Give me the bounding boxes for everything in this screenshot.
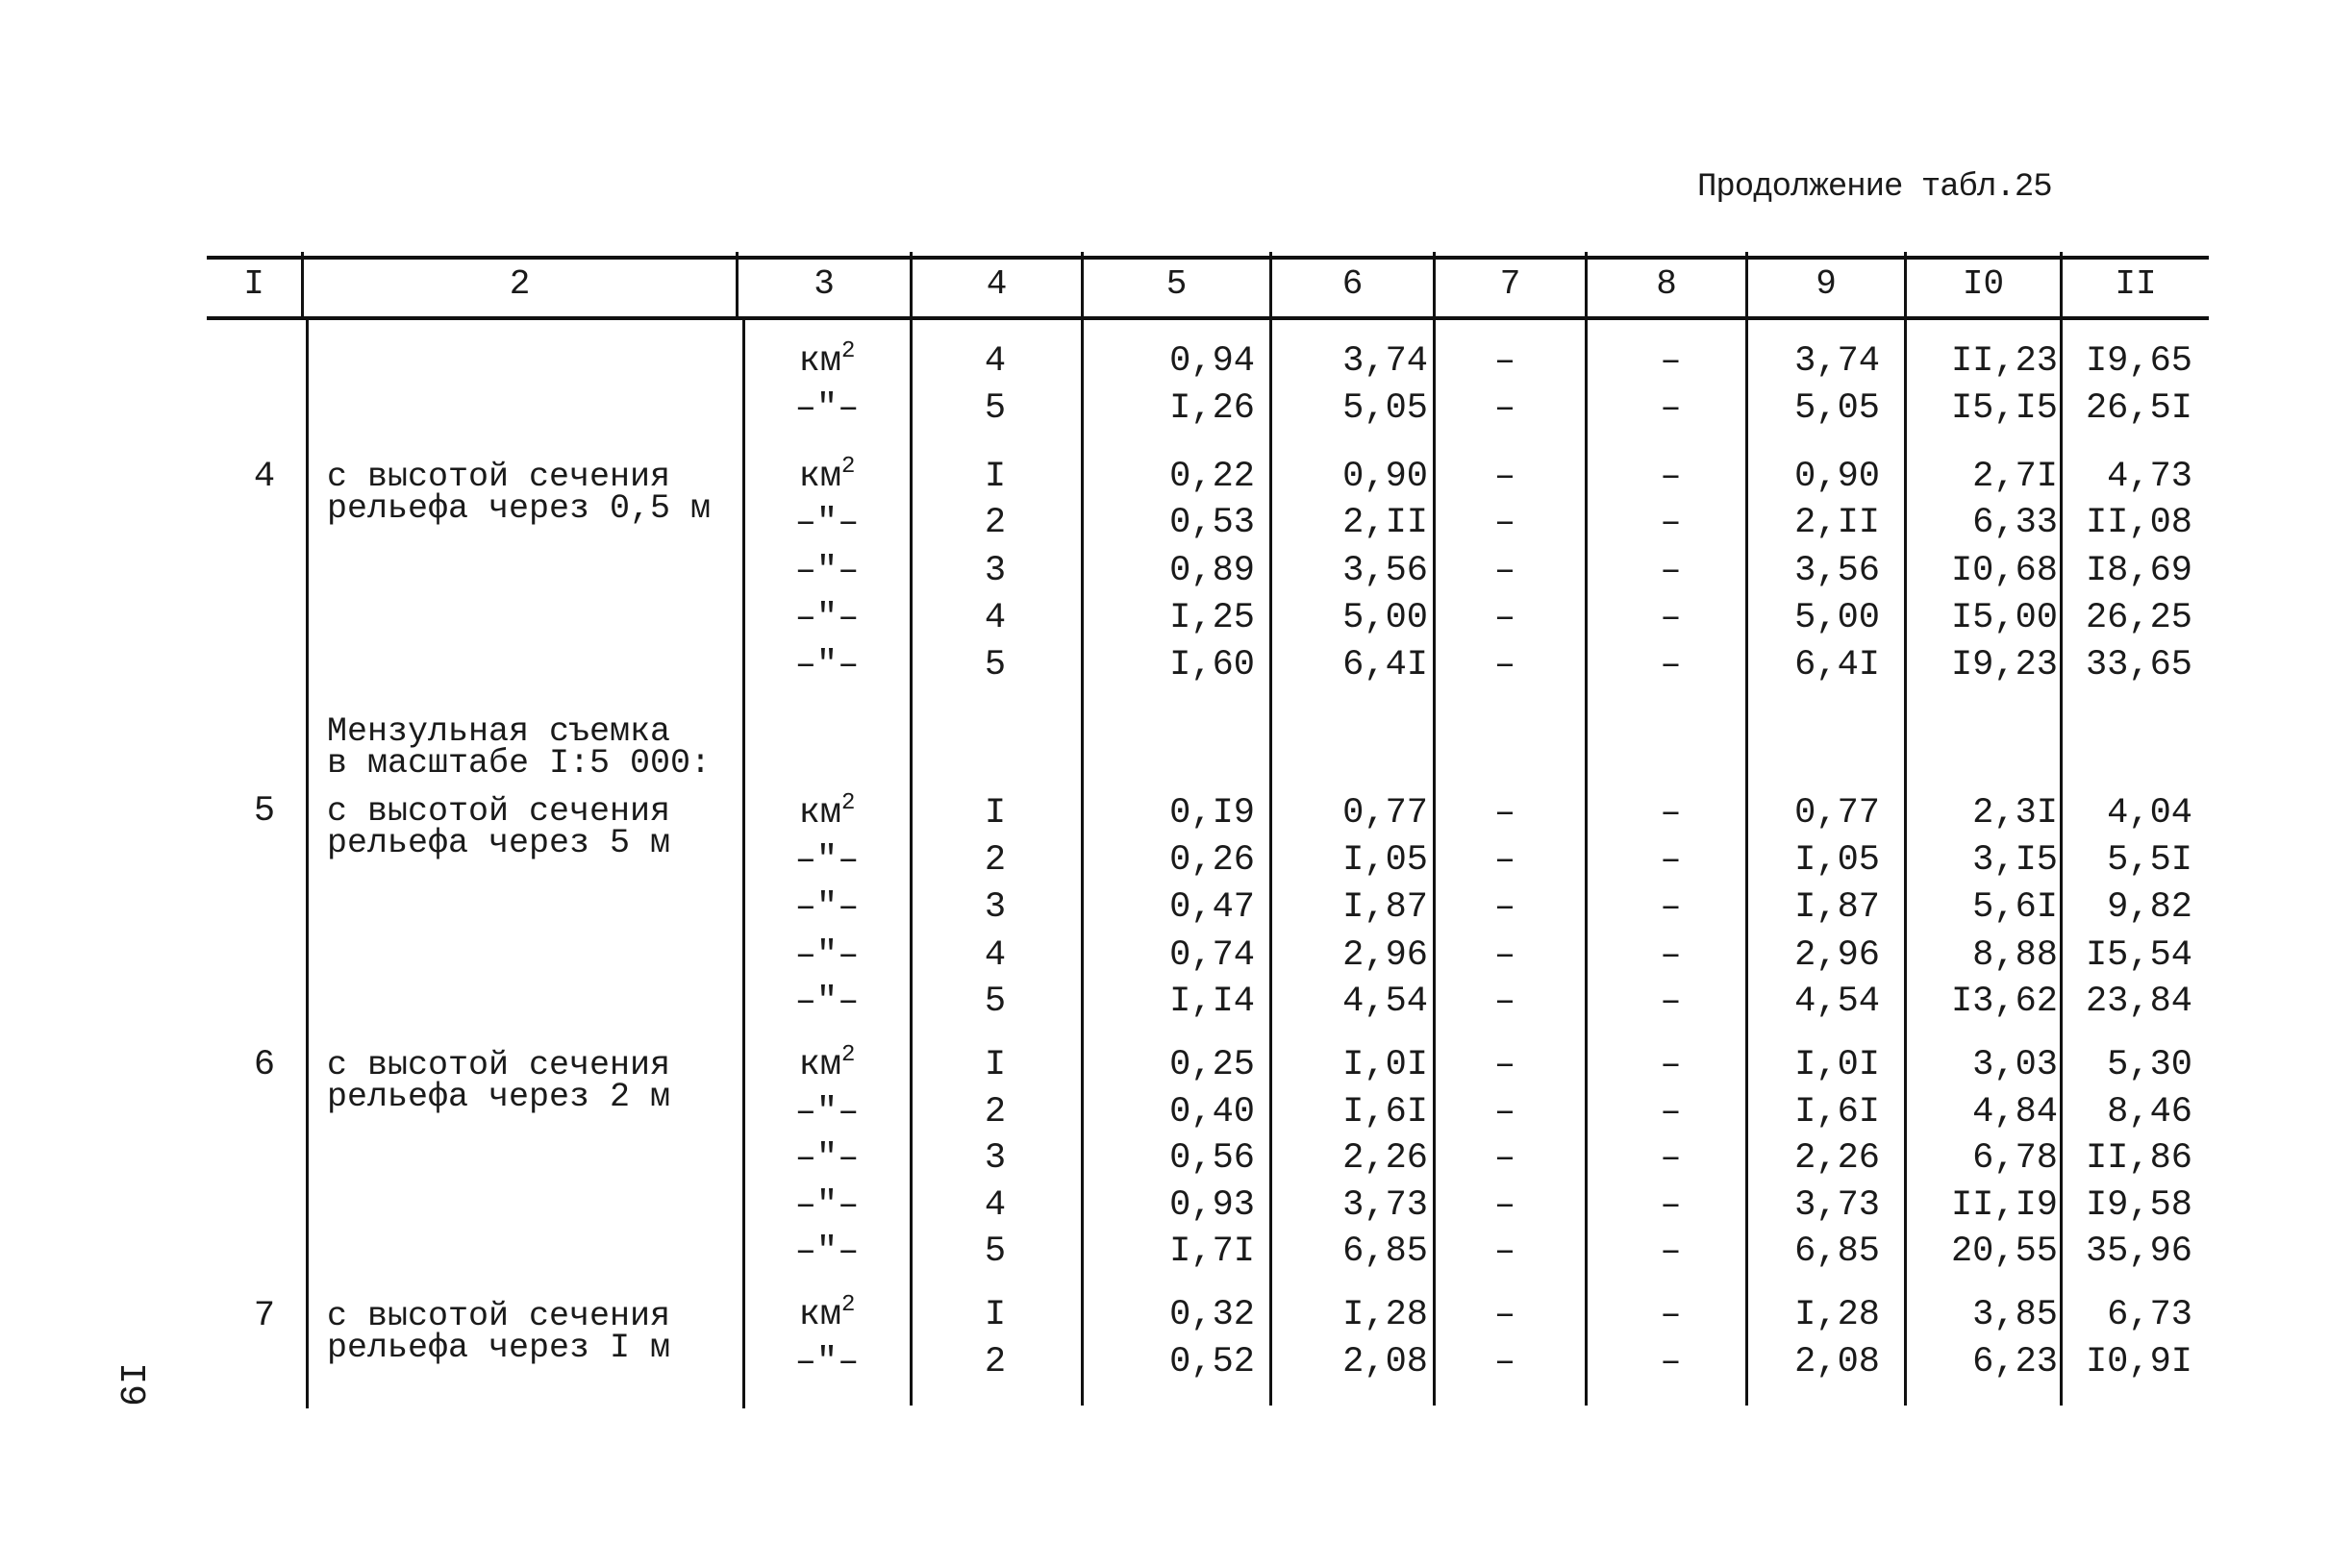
cell-c8: –	[1660, 1232, 1682, 1272]
cell-c9: 6,4I	[1794, 645, 1880, 685]
cell-c7: –	[1493, 503, 1516, 543]
cell-c7: –	[1493, 1232, 1516, 1272]
cell-c10: I9,23	[1950, 645, 2058, 685]
cell-c9: 0,90	[1794, 457, 1880, 497]
cell-c5: I,26	[1169, 388, 1255, 429]
table-row	[0, 642, 2329, 689]
cell-c7: –	[1493, 840, 1516, 881]
cell-c10: 3,I5	[1972, 840, 2058, 881]
cell-c9: 3,73	[1794, 1185, 1880, 1226]
header-col-6: 6	[1341, 264, 1364, 304]
cell-c8: –	[1660, 793, 1682, 834]
cell-c9: I,87	[1794, 887, 1880, 928]
cell-c5: I,I4	[1169, 982, 1255, 1022]
cell-c4: 2	[984, 840, 1007, 881]
cell-c11: 26,25	[2085, 598, 2192, 638]
cell-c4: 5	[984, 645, 1007, 685]
cell-c3: –"–	[794, 1342, 860, 1382]
table-row	[0, 338, 2329, 386]
unit-km2	[760, 338, 894, 386]
cell-c11: II,08	[2085, 503, 2192, 543]
cell-c6: I,0I	[1342, 1045, 1428, 1085]
table-row	[0, 884, 2329, 932]
cell-c10: II,23	[1950, 341, 2058, 382]
unit-km2	[760, 1042, 894, 1089]
description-line: рельефа через I м	[327, 1329, 671, 1367]
cell-c4: 4	[984, 598, 1007, 638]
cell-c4: I	[984, 1295, 1007, 1335]
cell-c5: 0,I9	[1169, 793, 1255, 834]
cell-c6: 4,54	[1342, 982, 1428, 1022]
table-row	[0, 548, 2329, 595]
cell-c6: I,28	[1342, 1295, 1428, 1335]
cell-c7: –	[1493, 1342, 1516, 1382]
cell-c5: 0,26	[1169, 840, 1255, 881]
cell-c9: I,0I	[1794, 1045, 1880, 1085]
cell-c7: –	[1493, 1185, 1516, 1226]
cell-c8: –	[1660, 1342, 1682, 1382]
unit-exponent: 2	[841, 454, 856, 480]
cell-c7: –	[1493, 935, 1516, 976]
description-line: рельефа через 5 м	[327, 824, 671, 862]
description-line: рельефа через 0,5 м	[327, 489, 712, 528]
cell-c9: 2,26	[1794, 1138, 1880, 1179]
cell-c8: –	[1660, 982, 1682, 1022]
cell-c7: –	[1493, 457, 1516, 497]
cell-c4: 3	[984, 551, 1007, 591]
cell-c11: I9,65	[2085, 341, 2192, 382]
cell-c11: 5,5I	[2107, 840, 2192, 881]
cell-c3: –"–	[794, 503, 860, 543]
cell-c11: 6,73	[2107, 1295, 2192, 1335]
cell-c5: 0,47	[1169, 887, 1255, 928]
header-col-7: 7	[1499, 264, 1521, 304]
table-top-rule	[207, 256, 2209, 260]
cell-c6: 2,96	[1342, 935, 1428, 976]
cell-c5: 0,22	[1169, 457, 1255, 497]
item-number: 7	[253, 1296, 276, 1336]
cell-c3: –"–	[794, 1138, 860, 1179]
table-row	[0, 1135, 2329, 1182]
table-caption: Продолжение табл.25	[1697, 169, 2052, 206]
table-row	[0, 1292, 2329, 1339]
table-row	[0, 1042, 2329, 1089]
description-line: Мензульная съемка	[327, 712, 671, 751]
cell-c6: 0,90	[1342, 457, 1428, 497]
cell-c7: –	[1493, 645, 1516, 685]
cell-c3: –"–	[794, 551, 860, 591]
table-row	[0, 933, 2329, 980]
cell-c7: –	[1493, 341, 1516, 382]
cell-c4: 3	[984, 887, 1007, 928]
cell-c10: I0,68	[1950, 551, 2058, 591]
cell-c10: 4,84	[1972, 1092, 2058, 1132]
cell-c9: 2,II	[1794, 503, 1880, 543]
header-col-8: 8	[1656, 264, 1677, 304]
cell-c8: –	[1660, 645, 1682, 685]
cell-c7: –	[1493, 1138, 1516, 1179]
cell-c5: I,25	[1169, 598, 1255, 638]
cell-c3: –"–	[794, 887, 860, 928]
cell-c9: 2,08	[1794, 1342, 1880, 1382]
cell-c8: –	[1660, 1045, 1682, 1085]
header-col-5: 5	[1165, 264, 1188, 304]
unit-text: км	[798, 1045, 841, 1085]
cell-c9: 2,96	[1794, 935, 1880, 976]
unit-text: км	[798, 793, 841, 834]
header-col-1: I	[243, 264, 264, 304]
cell-c8: –	[1660, 935, 1682, 976]
cell-c10: 3,03	[1972, 1045, 2058, 1085]
cell-c3: –"–	[794, 982, 860, 1022]
cell-c9: 3,56	[1794, 551, 1880, 591]
cell-c9: 5,00	[1794, 598, 1880, 638]
cell-c3: –"–	[794, 1092, 860, 1132]
cell-c11: I9,58	[2085, 1185, 2192, 1226]
cell-c7: –	[1493, 1045, 1516, 1085]
description-line: с высотой сечения	[327, 792, 671, 831]
header-col-4: 4	[986, 264, 1008, 304]
cell-c7: –	[1493, 598, 1516, 638]
cell-c10: 20,55	[1950, 1232, 2058, 1272]
header-col-2: 2	[509, 264, 531, 304]
cell-c8: –	[1660, 1185, 1682, 1226]
cell-c5: 0,74	[1169, 935, 1255, 976]
cell-c6: 2,II	[1342, 503, 1428, 543]
cell-c11: 4,04	[2107, 793, 2192, 834]
cell-c5: 0,89	[1169, 551, 1255, 591]
cell-c6: I,87	[1342, 887, 1428, 928]
cell-c7: –	[1493, 388, 1516, 429]
header-col-3: 3	[814, 264, 835, 304]
cell-c11: I5,54	[2085, 935, 2192, 976]
cell-c4: 2	[984, 503, 1007, 543]
cell-c11: I0,9I	[2085, 1342, 2192, 1382]
description-line: с высотой сечения	[327, 1046, 671, 1084]
cell-c5: I,7I	[1169, 1232, 1255, 1272]
cell-c9: 3,74	[1794, 341, 1880, 382]
cell-c8: –	[1660, 551, 1682, 591]
cell-c8: –	[1660, 840, 1682, 881]
cell-c6: 0,77	[1342, 793, 1428, 834]
cell-c11: 35,96	[2085, 1232, 2192, 1272]
cell-c11: 5,30	[2107, 1045, 2192, 1085]
cell-c7: –	[1493, 1092, 1516, 1132]
unit-km2	[760, 790, 894, 837]
table-row	[0, 979, 2329, 1026]
cell-c3: –"–	[794, 388, 860, 429]
cell-c3: –"–	[794, 935, 860, 976]
cell-c4: 2	[984, 1342, 1007, 1382]
cell-c11: 23,84	[2085, 982, 2192, 1022]
cell-c6: 2,08	[1342, 1342, 1428, 1382]
table-row	[0, 790, 2329, 837]
cell-c6: I,05	[1342, 840, 1428, 881]
cell-c10: 3,85	[1972, 1295, 2058, 1335]
cell-c9: 0,77	[1794, 793, 1880, 834]
cell-c5: 0,93	[1169, 1185, 1255, 1226]
cell-c7: –	[1493, 887, 1516, 928]
cell-c10: 6,23	[1972, 1342, 2058, 1382]
unit-text: км	[798, 341, 841, 382]
cell-c7: –	[1493, 1295, 1516, 1335]
cell-c10: 2,7I	[1972, 457, 2058, 497]
cell-c4: 4	[984, 1185, 1007, 1226]
cell-c6: 6,85	[1342, 1232, 1428, 1272]
table-row	[0, 1182, 2329, 1230]
cell-c8: –	[1660, 887, 1682, 928]
unit-text: км	[798, 457, 841, 497]
cell-c4: I	[984, 1045, 1007, 1085]
cell-c4: 2	[984, 1092, 1007, 1132]
unit-km2	[760, 1292, 894, 1339]
cell-c4: 5	[984, 982, 1007, 1022]
cell-c4: 3	[984, 1138, 1007, 1179]
cell-c10: I5,I5	[1950, 388, 2058, 429]
section-block	[327, 712, 712, 783]
cell-c6: 3,56	[1342, 551, 1428, 591]
cell-c9: I,6I	[1794, 1092, 1880, 1132]
page-number: I9	[110, 1362, 151, 1406]
cell-c8: –	[1660, 1138, 1682, 1179]
cell-c3: –"–	[794, 598, 860, 638]
cell-c5: 0,52	[1169, 1342, 1255, 1382]
cell-c10: 6,78	[1972, 1138, 2058, 1179]
cell-c7: –	[1493, 982, 1516, 1022]
item-number: 5	[253, 791, 276, 832]
item-number: 6	[253, 1045, 276, 1085]
header-col-11: II	[2115, 264, 2157, 304]
cell-c4: I	[984, 457, 1007, 497]
table-row	[0, 1089, 2329, 1136]
cell-c11: II,86	[2085, 1138, 2192, 1179]
cell-c9: I,28	[1794, 1295, 1880, 1335]
cell-c3: –"–	[794, 1185, 860, 1226]
cell-c7: –	[1493, 793, 1516, 834]
cell-c5: 0,53	[1169, 503, 1255, 543]
header-col-9: 9	[1816, 264, 1837, 304]
cell-c4: 4	[984, 341, 1007, 382]
cell-c5: 0,25	[1169, 1045, 1255, 1085]
cell-c10: 5,6I	[1972, 887, 2058, 928]
cell-c4: I	[984, 793, 1007, 834]
description-line: в масштабе I:5 000:	[327, 744, 712, 783]
cell-c3: –"–	[794, 840, 860, 881]
table-row	[0, 500, 2329, 547]
item-number: 4	[253, 457, 276, 497]
cell-c8: –	[1660, 1295, 1682, 1335]
header-col-10: I0	[1962, 264, 2005, 304]
cell-c7: –	[1493, 551, 1516, 591]
unit-exponent: 2	[841, 338, 856, 364]
cell-c10: I5,00	[1950, 598, 2058, 638]
cell-c8: –	[1660, 1092, 1682, 1132]
cell-c6: I,6I	[1342, 1092, 1428, 1132]
cell-c9: I,05	[1794, 840, 1880, 881]
unit-km2	[760, 454, 894, 501]
description-line: рельефа через 2 м	[327, 1078, 671, 1116]
cell-c8: –	[1660, 388, 1682, 429]
cell-c11: 4,73	[2107, 457, 2192, 497]
cell-c9: 4,54	[1794, 982, 1880, 1022]
cell-c10: 8,88	[1972, 935, 2058, 976]
cell-c11: 9,82	[2107, 887, 2192, 928]
cell-c8: –	[1660, 503, 1682, 543]
cell-c10: 2,3I	[1972, 793, 2058, 834]
cell-c4: 4	[984, 935, 1007, 976]
cell-c10: II,I9	[1950, 1185, 2058, 1226]
table-row	[0, 386, 2329, 433]
unit-text: км	[798, 1295, 841, 1335]
cell-c6: 3,74	[1342, 341, 1428, 382]
unit-exponent: 2	[841, 1042, 856, 1068]
unit-exponent: 2	[841, 1292, 856, 1318]
table-row	[0, 595, 2329, 642]
cell-c11: 8,46	[2107, 1092, 2192, 1132]
cell-c6: 6,4I	[1342, 645, 1428, 685]
cell-c3: –"–	[794, 1232, 860, 1272]
description-line: с высотой сечения	[327, 458, 671, 496]
cell-c6: 3,73	[1342, 1185, 1428, 1226]
cell-c8: –	[1660, 341, 1682, 382]
cell-c4: 5	[984, 388, 1007, 429]
cell-c5: I,60	[1169, 645, 1255, 685]
cell-c8: –	[1660, 457, 1682, 497]
header-bottom-rule	[207, 316, 2209, 320]
cell-c5: 0,40	[1169, 1092, 1255, 1132]
cell-c5: 0,94	[1169, 341, 1255, 382]
cell-c4: 5	[984, 1232, 1007, 1272]
cell-c6: 5,00	[1342, 598, 1428, 638]
table-row	[0, 454, 2329, 501]
description-line: с высотой сечения	[327, 1297, 671, 1335]
table-row	[0, 837, 2329, 884]
cell-c11: I8,69	[2085, 551, 2192, 591]
cell-c8: –	[1660, 598, 1682, 638]
cell-c11: 26,5I	[2085, 388, 2192, 429]
table-row	[0, 1229, 2329, 1276]
cell-c3: –"–	[794, 645, 860, 685]
table-row	[0, 1339, 2329, 1386]
cell-c9: 6,85	[1794, 1232, 1880, 1272]
cell-c6: 5,05	[1342, 388, 1428, 429]
unit-exponent: 2	[841, 790, 856, 816]
cell-c10: I3,62	[1950, 982, 2058, 1022]
cell-c6: 2,26	[1342, 1138, 1428, 1179]
cell-c5: 0,32	[1169, 1295, 1255, 1335]
cell-c10: 6,33	[1972, 503, 2058, 543]
cell-c9: 5,05	[1794, 388, 1880, 429]
cell-c11: 33,65	[2085, 645, 2192, 685]
cell-c5: 0,56	[1169, 1138, 1255, 1179]
